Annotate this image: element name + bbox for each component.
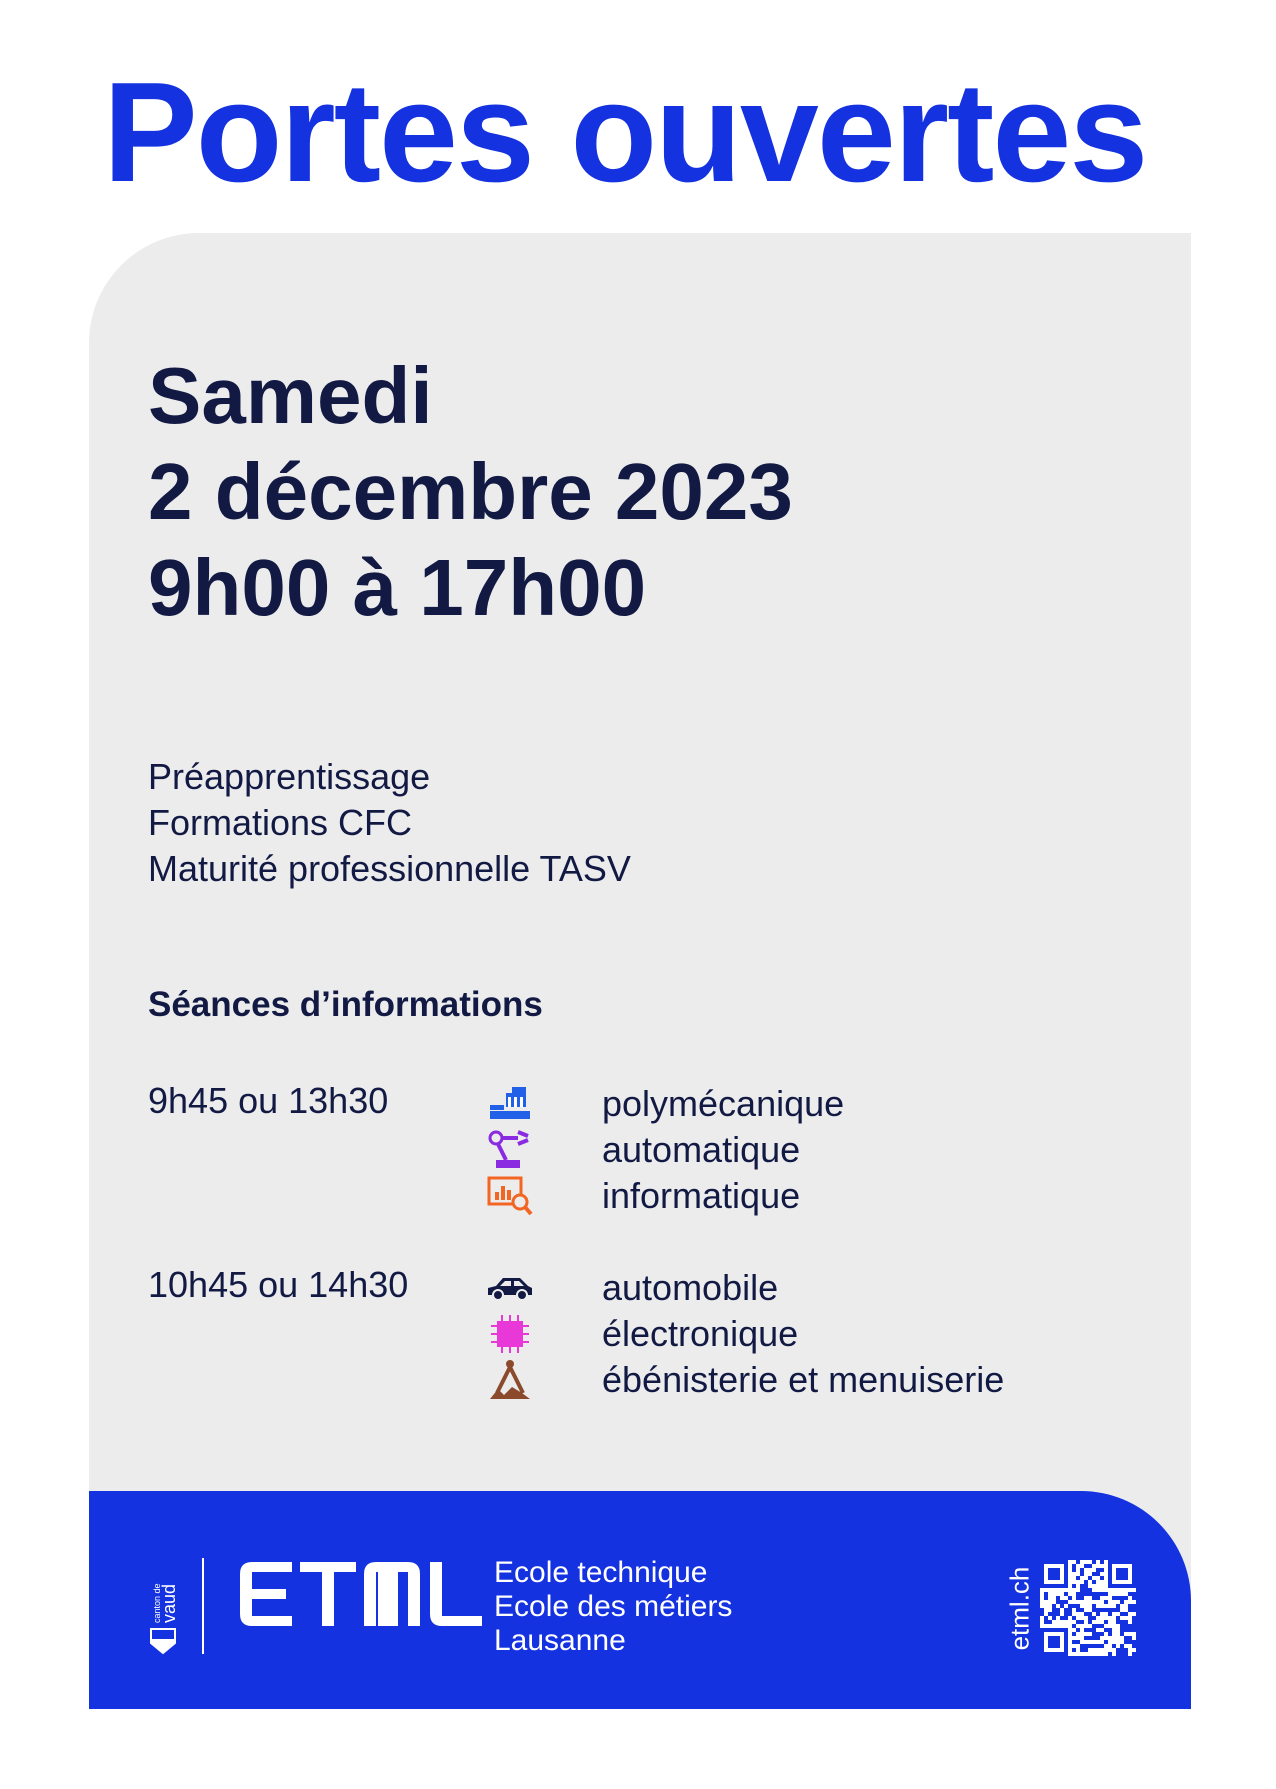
event-date: 2 décembre 2023 bbox=[148, 447, 793, 536]
slot-time: 9h45 ou 13h30 bbox=[148, 1080, 389, 1121]
etml-logo bbox=[240, 1562, 482, 1631]
course-item bbox=[486, 1311, 798, 1357]
course-label: électronique bbox=[602, 1313, 799, 1354]
formation-item: Préapprentissage bbox=[148, 756, 431, 797]
website-link[interactable] bbox=[1000, 1562, 1040, 1654]
course-item bbox=[486, 1357, 1004, 1403]
course-item bbox=[486, 1265, 778, 1311]
car-icon bbox=[486, 1265, 534, 1311]
school-line: Ecole technique bbox=[494, 1556, 708, 1589]
course-label: automobile bbox=[602, 1267, 779, 1308]
svg-text:canton de: canton de bbox=[152, 1583, 162, 1623]
qr-code-icon[interactable] bbox=[1040, 1560, 1136, 1656]
chip-icon bbox=[486, 1311, 534, 1357]
compass-icon bbox=[486, 1357, 534, 1403]
slot-time: 10h45 ou 14h30 bbox=[148, 1264, 409, 1305]
monitor-chart-icon bbox=[486, 1173, 534, 1219]
formation-item: Maturité professionnelle TASV bbox=[148, 848, 631, 889]
course-item bbox=[486, 1081, 844, 1127]
course-item bbox=[486, 1127, 800, 1173]
formation-item: Formations CFC bbox=[148, 802, 413, 843]
event-hours: 9h00 à 17h00 bbox=[148, 543, 647, 632]
seances-heading: Séances d’informations bbox=[148, 985, 543, 1024]
course-label: polymécanique bbox=[602, 1083, 845, 1124]
event-date-block bbox=[148, 348, 793, 636]
page-title: Portes ouvertes bbox=[103, 53, 1147, 212]
footer-divider bbox=[202, 1558, 204, 1654]
school-line: Ecole des métiers bbox=[494, 1590, 733, 1623]
course-item bbox=[486, 1173, 800, 1219]
milling-machine-icon bbox=[486, 1081, 534, 1127]
svg-text:vaud: vaud bbox=[159, 1583, 178, 1623]
course-label: informatique bbox=[602, 1175, 801, 1216]
canton-vaud-logo bbox=[148, 1555, 178, 1655]
school-line: Lausanne bbox=[494, 1624, 626, 1657]
school-name bbox=[494, 1556, 732, 1658]
course-label: ébénisterie et menuiserie bbox=[602, 1359, 1005, 1400]
formations-list bbox=[148, 754, 631, 892]
robot-arm-icon bbox=[486, 1127, 534, 1173]
course-label: automatique bbox=[602, 1129, 801, 1170]
website-label: etml.ch bbox=[1004, 1566, 1035, 1650]
event-day: Samedi bbox=[148, 351, 433, 440]
